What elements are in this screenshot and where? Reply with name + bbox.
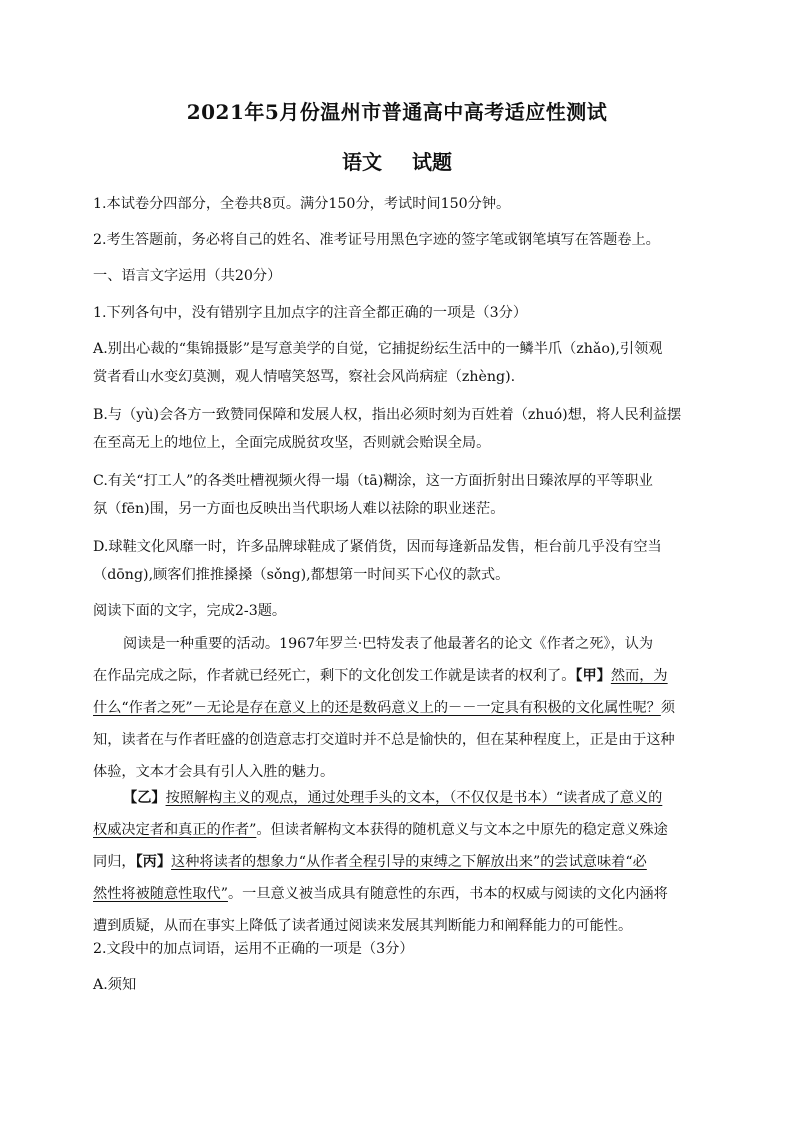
passage-paragraph-2 <box>93 782 701 942</box>
marker-jia: 【甲】 <box>575 668 611 684</box>
passage-p2-text-3: 。一旦意义被当成具有随意性的东西，书本的权威与阅读的文化内涵将 <box>227 886 668 902</box>
page-title: 2021年5月份温州市普通高中高考适应性测试 <box>186 100 608 124</box>
instruction-2: 2.考生答题前，务必将自己的姓名、准考证号用黑色字迹的签字笔或钢笔填写在答题卷上。 <box>93 232 660 248</box>
passage-p1-line2 <box>93 660 701 692</box>
reading-instruction: 阅读下面的文字，完成2-3题。 <box>93 603 287 619</box>
passage-p2-line2 <box>93 814 701 846</box>
page-subtitle <box>0 146 794 175</box>
q1-option-b-line2: 在至高无上的地位上，全面完成脱贫攻坚，否则就会贻误全局。 <box>93 435 491 451</box>
passage-p2-line4 <box>93 878 701 910</box>
q2-option-a: A.须知 <box>93 977 137 993</box>
underlined-sentence-yi: 按照解构主义的观点，通过处理手头的文本，（不仅仅是书本）“读者成了意义的 <box>165 790 663 806</box>
passage-p1-text-tail: 须 <box>660 700 676 716</box>
passage-paragraph-1 <box>93 628 701 788</box>
underlined-sentence-bing-end: 然性将被随意性取代” <box>93 886 228 902</box>
q1-option-d-line2: （dōng),顾客们推推搡搡（sǒng),都想第一时间买下心仪的款式。 <box>93 567 510 583</box>
passage-p2-line1 <box>93 782 701 814</box>
q1-option-a-line1: A.别出心裁的“集锦摄影”是写意美学的自觉，它捕捉纷纭生活中的一鳞半爪（zhǎo),引领观 <box>93 341 663 357</box>
passage-p1-line4: 知，读者在与作者旺盛的创造意志打交道时并不总是愉快的，但在某种程度上，正是由于这种 <box>93 732 675 748</box>
subtitle-type: 试题 <box>412 150 452 174</box>
q1-option-d-line1: D.球鞋文化风靡一时，许多品牌球鞋成了紧俏货，因而每逢新品发售，柜台前几乎没有空当 <box>93 539 662 555</box>
passage-p1-line3 <box>93 692 701 724</box>
instruction-1: 1.本试卷分四部分，全卷共8页。满分150分，考试时间150分钟。 <box>93 196 511 212</box>
underlined-sentence-jia: 什么“作者之死”－无论是存在意义上的还是数码意义上的－－一定具有积极的文化属性呢？ <box>93 700 661 716</box>
q1-option-c-line2: 氛（fēn)围，另一方面也反映出当代职场人难以祛除的职业迷茫。 <box>93 501 505 517</box>
marker-yi: 【乙】 <box>123 790 166 806</box>
subtitle-subject: 语文 <box>342 150 382 174</box>
underlined-sentence-bing: 这种将读者的想象力“从作者全程引导的束缚之下解放出来”的尝试意味着“必 <box>171 854 647 870</box>
question-1-stem: 1.下列各句中，没有错别字且加点字的注音全都正确的一项是（3分） <box>93 305 528 321</box>
question-2-stem: 2.文段中的加点词语，运用不正确的一项是（3分） <box>93 941 414 957</box>
passage-p1-line1: 阅读是一种重要的活动。1967年罗兰·巴特发表了他最著名的论文《作者之死》，认为 <box>123 636 654 652</box>
passage-p1-text: 在作品完成之际，作者就已经死亡，剩下的文化创发工作就是读者的权利了。 <box>93 668 576 684</box>
section-heading: 一、语言文字运用（共20分） <box>93 268 282 284</box>
underlined-sentence-jia-start: 然而，为 <box>610 668 668 684</box>
passage-p2-line5: 遭到质疑，从而在事实上降低了读者通过阅读来发展其判断能力和阐释能力的可能性。 <box>93 918 633 934</box>
q1-option-b-line1: B.与（yù)会各方一致赞同保障和发展人权，指出必须时刻为百姓着（zhuó)想，将人民利益摆 <box>93 407 682 423</box>
passage-p2-line3 <box>93 846 701 878</box>
q1-option-a-line2: 赏者看山水变幻莫测，观人情嘻笑怒骂，察社会风尚病症（zhèng). <box>93 369 516 385</box>
q1-option-c-line1: C.有关“打工人”的各类吐槽视频火得一塌（tā)糊涂，这一方面折射出日臻浓厚的平等职业 <box>93 473 653 489</box>
passage-p1-line5: 体验，文本才会具有引人入胜的魅力。 <box>93 764 335 780</box>
underlined-sentence-yi-end: 权威决定者和真正的作者” <box>93 822 257 838</box>
passage-p2-text: 。但读者解构文本获得的随机意义与文本之中原先的稳定意义殊途 <box>256 822 668 838</box>
passage-p2-text-2: 同归， <box>93 854 136 870</box>
marker-bing: 【丙】 <box>135 854 172 870</box>
